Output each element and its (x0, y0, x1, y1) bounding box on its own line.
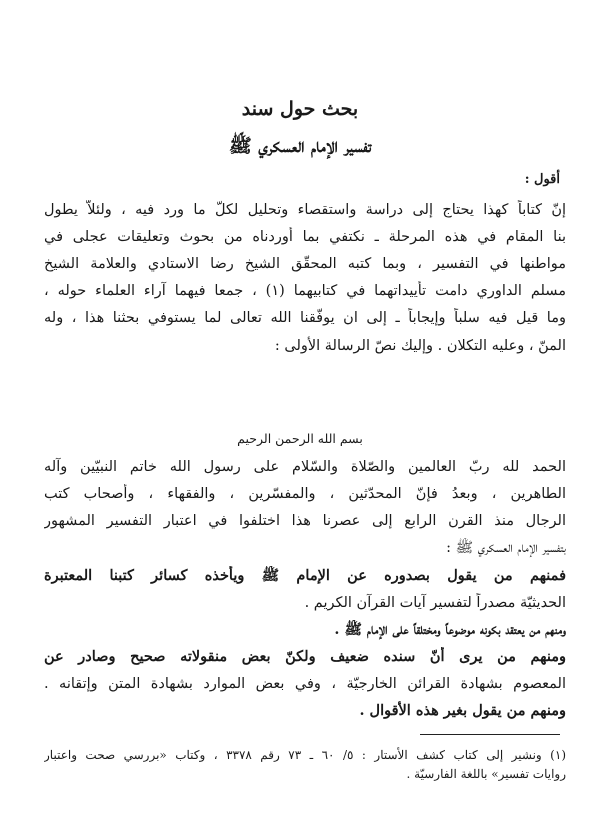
body-line-8: ومنهم من يرى أنّ سنده ضعيف ولكنّ بعض منقولاته صحيح وصادر عن (44, 648, 566, 665)
basmala: بسم الله الرحمن الرحيم (237, 431, 363, 446)
intro-line-5: وما قيل فيه سلباً وإيجاباً ـ إلى ان يوفّقنا الله تعالى لما يستوفي بحثنا هذا ، وله (44, 310, 566, 326)
page-subtitle: تفسير الإمام العسكري ﷺ (228, 135, 372, 157)
body-line-3: الرجال منذ القرن الرابع إلى عصرنا هذا اختلفوا في اعتبار التفسير المشهور (44, 513, 566, 529)
body-line-4: بتفسير الإمام العسكري ﷺ : (446, 540, 566, 556)
intro-line-3: مواطنها في التفسير ، وبما كتبه المحقّق الشيخ رضا الاستادي والعلامة الشيخ (44, 256, 566, 272)
intro-label: أقول : (524, 172, 560, 187)
body-line-10: ومنهم من يقول بغير هذه الأقوال . (359, 702, 566, 719)
intro-line-4: مسلم الداوري دامت تأييداتهما في كتابيهما (١) ، جمعا فيهما آراء العلماء حوله ، (44, 283, 566, 299)
body-line-1: الحمد لله ربّ العالمين والصّلاة والسّلام على رسول الله خاتم النبيّين وآله (44, 459, 566, 475)
footnote-separator (420, 734, 560, 735)
body-line-7: ومنهم من يعتقد بكونه موضوعاً ومختلقاً على الإمام ﷺ . (334, 621, 566, 638)
body-line-9: المعصوم بشهادة القرائن الخارجيّة ، وفي بعض الموارد بشهادة المتن وإتقانه . (44, 676, 566, 692)
footnote-line-1: (١) ونشير إلى كتاب كشف الأستار : ٥/ ٦٠ ـ ٧٣ رقم ٣٣٧٨ ، وكتاب «بررسي صحت واعتبار (44, 748, 566, 762)
body-line-6: الحديثيّة مصدراً لتفسير آيات القرآن الكريم . (304, 595, 566, 611)
page-title: بحث حول سند (241, 98, 359, 120)
footnote-line-2: روايات تفسير» باللغة الفارسيّة . (406, 767, 566, 781)
intro-line-6: المنّ ، وعليه التكلان . وإليك نصّ الرسالة الأولى : (274, 338, 566, 354)
intro-line-1: إنّ كتاباً كهذا يحتاج إلى دراسة واستقصاء وتحليل لكلّ ما ورد فيه ، ولئلاّ يطول (44, 202, 566, 218)
body-line-5: فمنهم من يقول بصدوره عن الإمام ﷺ ويأخذه كسائر كتبنا المعتبرة (44, 567, 566, 584)
body-line-2: الطاهرين ، وبعدُ فإنّ المحدّثين ، والمفسّرين ، والفقهاء ، وأصحاب كتب (44, 486, 566, 502)
intro-line-2: بنا المقام في هذه المرحلة ـ نكتفي بما أوردناه من بحوث وتعليقات عجلى في (44, 229, 566, 245)
